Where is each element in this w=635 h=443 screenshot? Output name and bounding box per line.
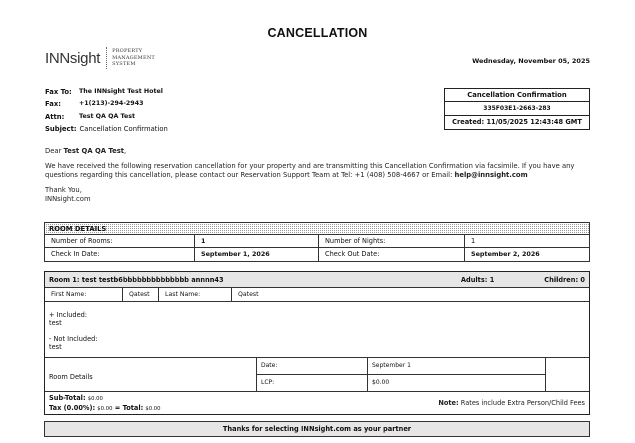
date-value: September 1 [372,362,411,369]
fax-to-label: Fax To: [45,88,72,96]
table-row [45,248,590,261]
adults-count: Adults: 1 [460,275,495,284]
fax-number-row [45,98,168,110]
greeting-prefix: Dear [45,147,64,155]
attn-label: Attn: [45,112,65,121]
rates-note [438,399,585,408]
total-separator: = [112,403,123,412]
number-of-nights-value: 1 [465,235,590,248]
inclusions-section [45,302,589,358]
tagline-line: MANAGEMENT [112,54,155,61]
check-out-value: September 2, 2026 [465,248,590,261]
support-email-link[interactable]: help@innsight.com [454,170,528,179]
room-details-table [44,222,590,262]
lcp-value: $0.00 [372,379,390,386]
attn-value: Test QA QA Test [79,112,136,120]
totals-block [49,394,161,412]
included-value: test [49,319,62,327]
note-label: Note: [438,398,459,407]
room-heading: Room 1: test testb6bbbbbbbbbbbbbb annnn43 [49,275,224,284]
greeting-suffix: , [124,147,127,155]
letter-text: We have received the following reservation cancellation for your property and are transmitting this Cancellation Confirmation via facsimile. If you have any questions regarding this cancellation, please contact our Reservation Support Team at Tel: +1 (408) 508-4667 or Email: [45,162,575,179]
first-name-label: First Name: [45,288,123,301]
fax-label: Fax: [45,100,61,109]
rate-blank-cell [546,358,589,391]
total-value: $0.00 [145,405,161,412]
attn-row [45,111,168,123]
signoff-text: Thank You, [45,186,82,195]
children-count: Children: 0 [544,275,585,284]
greeting-name: Test QA QA Test [63,147,124,155]
room-table [44,271,590,415]
totals-row [45,392,589,414]
first-name-value: Qatest [123,288,159,301]
table-row [45,235,590,248]
room-header-row [45,272,589,288]
rate-lcp-row [257,375,545,392]
logo-divider [106,47,107,69]
included-label: + Included: [49,311,88,319]
number-of-rooms-value: 1 [195,235,319,248]
confirmation-box [444,88,590,130]
page-title: CANCELLATION [267,26,368,40]
logo-wordmark: INNsight [45,49,101,67]
signoff [45,186,595,203]
tax-label: Tax (0.00%): [49,403,96,412]
note-text: Rates include Extra Person/Child Fees [458,398,585,407]
fax-to-row [45,86,168,98]
lcp-label: LCP: [257,375,368,392]
signature-text: INNsight.com [45,194,91,203]
subtotal-label: Sub-Total: [49,394,86,402]
document-date: Wednesday, November 05, 2025 [472,57,590,65]
check-in-value: September 1, 2026 [195,248,319,261]
room-details-header-row [45,223,590,235]
footer-banner: Thanks for selecting INNsight.com as your partner [44,421,590,437]
subject-row [45,123,168,135]
fax-number: +1(213)-294-2943 [79,100,144,108]
logo-tagline [112,48,155,68]
tagline-line: PROPERTY [112,48,143,55]
letter-body [45,147,595,210]
number-of-nights-label: Number of Nights: [319,235,465,248]
last-name-label: Last Name: [159,288,232,301]
not-included-label: - Not Included: [49,335,98,343]
confirmation-created: Created: 11/05/2025 12:43:48 GMT [452,117,582,126]
letter-paragraph [45,162,595,179]
not-included-value: test [49,343,62,351]
tagline-line: SYSTEM [112,61,136,68]
subject-value: Cancellation Confirmation [79,124,168,133]
tax-value: $0.00 [97,405,113,412]
innsight-logo [45,47,155,69]
subtotal-value: $0.00 [87,396,103,402]
guest-name-row [45,288,589,302]
rate-grid [257,358,546,391]
subtotal-line [49,394,161,404]
fax-header [45,86,168,135]
room-details-heading: ROOM DETAILS [45,223,590,235]
check-in-label: Check In Date: [45,248,195,261]
date-label: Date: [257,358,368,374]
total-label: Total: [122,403,144,412]
rate-date-row [257,358,545,375]
fax-to-value: The INNsight Test Hotel [79,88,163,95]
rate-details-row [45,358,589,392]
number-of-rooms-label: Number of Rooms: [45,235,195,248]
included [49,311,585,327]
tax-total-line [49,404,161,414]
not-included [49,335,585,351]
confirmation-heading: Cancellation Confirmation [445,89,589,102]
subject-label: Subject: [45,124,77,133]
greeting [45,147,595,155]
occupancy [461,276,585,284]
check-out-label: Check Out Date: [319,248,465,261]
confirmation-number: 335F03E1-2663-283 [445,102,589,115]
last-name-value: Qatest [238,291,259,298]
room-details-label: Room Details [45,358,257,391]
